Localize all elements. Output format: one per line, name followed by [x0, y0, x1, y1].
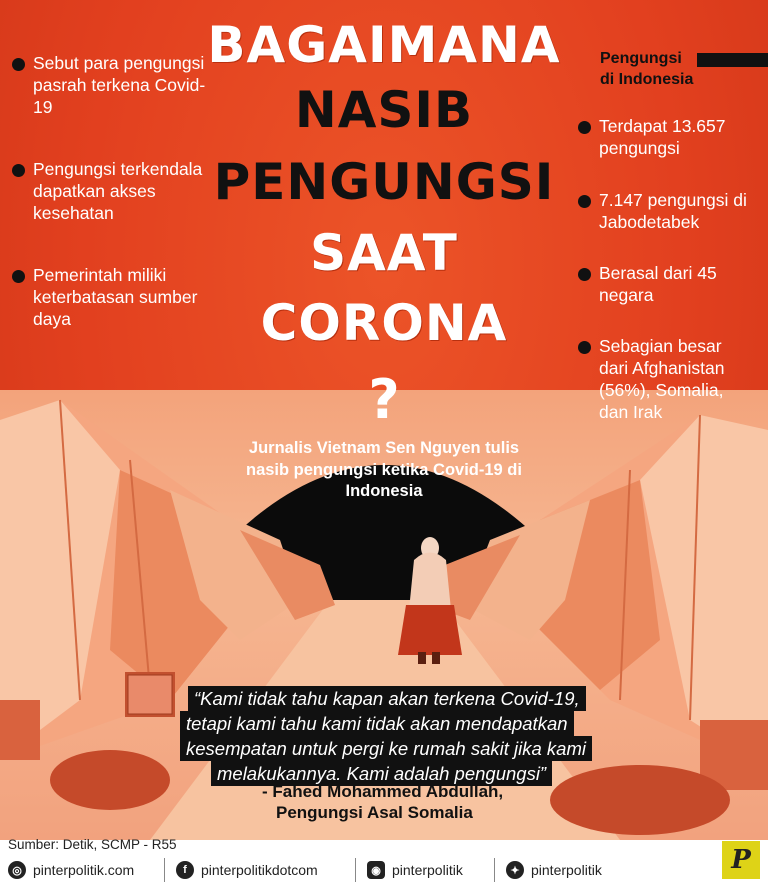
social-website[interactable]: ◎ pinterpolitik.com: [8, 861, 134, 879]
title-line-5: CORONA: [260, 294, 508, 352]
instagram-icon: ◉: [367, 861, 385, 879]
title-line-1: BAGAIMANA: [207, 16, 561, 74]
quote-line-1: “Kami tidak tahu kapan akan terkena Covid-19,: [188, 686, 586, 711]
source-note: Sumber: Detik, SCMP - R55: [8, 837, 177, 852]
bullet-dot: [12, 270, 25, 283]
title-line-4: SAAT: [310, 224, 458, 282]
quote-author: - Fahed Mohammed Abdullah,: [262, 782, 504, 801]
right-point-3: Berasal dari 45 negara: [578, 262, 728, 306]
right-point-1: Terdapat 13.657 pengungsi: [578, 115, 748, 159]
twitter-icon: ✦: [506, 861, 524, 879]
quote-author-role: Pengungsi Asal Somalia: [276, 803, 473, 822]
right-point-2: 7.147 pengungsi di Jabodetabek: [578, 189, 758, 233]
social-facebook[interactable]: f pinterpolitikdotcom: [176, 861, 318, 879]
bullet-dot: [12, 58, 25, 71]
footer-divider: [494, 858, 495, 882]
brand-logo: P: [722, 841, 760, 879]
bullet-dot: [578, 341, 591, 354]
title-line-2: NASIB: [294, 81, 474, 139]
bullet-dot: [578, 195, 591, 208]
quote-line-4: melakukannya. Kami adalah pengungsi”: [211, 761, 552, 786]
question-mark: ?: [368, 368, 400, 431]
bullet-dot: [12, 164, 25, 177]
globe-icon: ◎: [8, 861, 26, 879]
footer-divider: [164, 858, 165, 882]
quote-line-3: kesempatan untuk pergi ke rumah sakit jika kami: [180, 736, 592, 761]
heading-bar: [697, 53, 768, 67]
left-point-3: Pemerintah miliki keterbatasan sumber daya: [12, 264, 202, 330]
social-twitter[interactable]: ✦ pinterpolitik: [506, 861, 602, 879]
left-point-1: Sebut para pengungsi pasrah terkena Covid-19: [12, 52, 212, 118]
right-heading: Pengungsi di Indonesia: [600, 50, 694, 88]
journalist-caption: Jurnalis Vietnam Sen Nguyen tulis nasib pengungsi ketika Covid-19 di Indonesia: [246, 439, 522, 500]
bullet-dot: [578, 268, 591, 281]
social-instagram[interactable]: ◉ pinterpolitik: [367, 861, 463, 879]
footer-divider: [355, 858, 356, 882]
title-line-3: PENGUNGSI: [213, 153, 555, 211]
right-point-4: Sebagian besar dari Afghanistan (56%), Somalia, dan Irak: [578, 335, 753, 423]
facebook-icon: f: [176, 861, 194, 879]
quote-line-2: tetapi kami tahu kami tidak akan mendapatkan: [180, 711, 574, 736]
left-point-2: Pengungsi terkendala dapatkan akses kesehatan: [12, 158, 222, 224]
bullet-dot: [578, 121, 591, 134]
